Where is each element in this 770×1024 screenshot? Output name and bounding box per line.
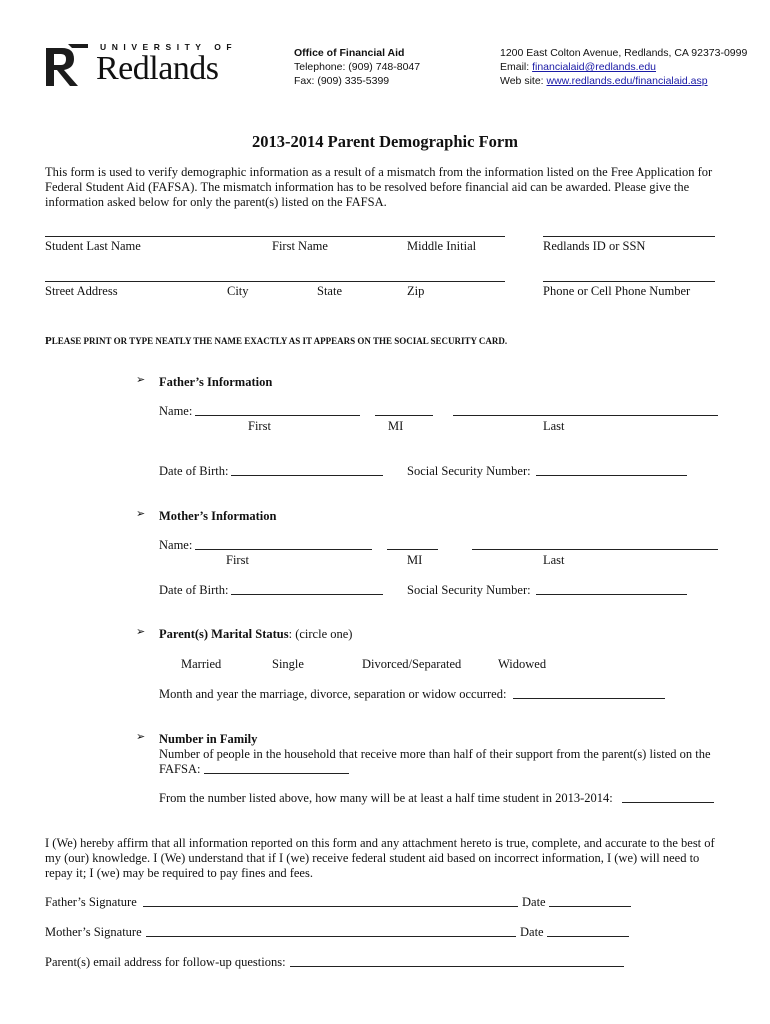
print-notice-initial: P xyxy=(45,335,52,347)
office-address: 1200 East Colton Avenue, Redlands, CA 92373-0999 xyxy=(500,47,748,59)
print-notice xyxy=(45,331,507,349)
father-mi-caption: MI xyxy=(388,419,404,433)
father-name-label: Name: xyxy=(159,404,193,418)
street-address-line[interactable] xyxy=(45,281,505,282)
parent-email-label: Parent(s) email address for follow-up questions: xyxy=(45,955,286,969)
marital-option-married[interactable]: Married xyxy=(181,657,222,671)
mother-dob-label: Date of Birth: xyxy=(159,583,229,597)
mother-signature-date-label: Date xyxy=(520,925,544,939)
family-question-line2: FAFSA: xyxy=(159,762,201,776)
mother-bullet-icon: ➢ xyxy=(136,507,146,520)
student-last-name-label: Student Last Name xyxy=(45,239,141,253)
marital-date-question: Month and year the marriage, divorce, separation or widow occurred: xyxy=(159,687,507,701)
mother-signature-date-line[interactable] xyxy=(547,936,629,937)
father-heading: Father’s Information xyxy=(159,375,273,389)
student-first-name-label: First Name xyxy=(272,239,328,253)
phone-line[interactable] xyxy=(543,281,715,282)
intro-paragraph: This form is used to verify demographic information as a result of a mismatch from the information listed on the Free Application for Federal Student Aid (FAFSA). The mismatch information has to be resolved before financial aid can be awarded. Please give the information asked below for only the parent(s) listed on the FAFSA. xyxy=(45,165,713,209)
mother-last-name-line[interactable] xyxy=(472,549,718,550)
father-signature-line[interactable] xyxy=(143,906,518,907)
family-bullet-icon: ➢ xyxy=(136,730,146,743)
family-question-line1: Number of people in the household that receive more than half of their support from the parent(s) listed on the xyxy=(159,747,711,761)
office-contact-block xyxy=(294,46,420,88)
mother-signature-label: Mother’s Signature xyxy=(45,925,142,939)
father-ssn-label: Social Security Number: xyxy=(407,464,531,478)
zip-label: Zip xyxy=(407,284,425,298)
father-signature-label: Father’s Signature xyxy=(45,895,137,909)
father-first-name-line[interactable] xyxy=(195,415,360,416)
marital-heading-line xyxy=(159,627,352,642)
mother-first-name-line[interactable] xyxy=(195,549,372,550)
web-label: Web site: xyxy=(500,75,547,87)
street-address-label: Street Address xyxy=(45,284,118,298)
redlands-id-line[interactable] xyxy=(543,236,715,237)
marital-option-widowed[interactable]: Widowed xyxy=(498,657,547,671)
mother-first-caption: First xyxy=(226,553,249,567)
marital-note: : (circle one) xyxy=(288,627,353,641)
university-of-label: U N I V E R S I T Y O F xyxy=(100,42,234,52)
office-telephone: Telephone: (909) 748-8047 xyxy=(294,61,421,73)
father-bullet-icon: ➢ xyxy=(136,373,146,386)
family-count-line[interactable] xyxy=(204,773,349,774)
mother-signature-line[interactable] xyxy=(146,936,516,937)
office-web-line xyxy=(500,74,747,88)
affirmation-paragraph: I (We) hereby affirm that all information reported on this form and any attachment hereto is true, complete, and accurate to the best of my (our) knowledge. I (We) understand that if I (we) receive federal student aid based on incorrect information, I (we) will need to repay it; I (we) may be required to pay fines and fees. xyxy=(45,836,715,880)
mother-mi-line[interactable] xyxy=(387,549,438,550)
half-time-students-line[interactable] xyxy=(622,802,714,803)
redlands-id-label: Redlands ID or SSN xyxy=(543,239,646,253)
office-fax: Fax: (909) 335-5399 xyxy=(294,75,390,87)
email-label: Email: xyxy=(500,61,533,73)
student-middle-initial-label: Middle Initial xyxy=(407,239,477,253)
mother-ssn-label: Social Security Number: xyxy=(407,583,531,597)
mother-dob-line[interactable] xyxy=(231,594,383,595)
web-link[interactable]: www.redlands.edu/financialaid.asp xyxy=(546,75,708,87)
father-last-caption: Last xyxy=(543,419,565,433)
mother-name-label: Name: xyxy=(159,538,193,552)
father-ssn-line[interactable] xyxy=(536,475,687,476)
marital-date-line[interactable] xyxy=(513,698,665,699)
marital-bullet-icon: ➢ xyxy=(136,625,146,638)
half-time-students-question: From the number listed above, how many will be at least a half time student in 2013-2014: xyxy=(159,791,613,805)
marital-heading: Parent(s) Marital Status xyxy=(159,627,289,641)
father-dob-label: Date of Birth: xyxy=(159,464,229,478)
father-first-caption: First xyxy=(248,419,271,433)
mother-mi-caption: MI xyxy=(407,553,423,567)
city-label: City xyxy=(227,284,249,298)
marital-option-divorced[interactable]: Divorced/Separated xyxy=(362,657,462,671)
university-name: Redlands xyxy=(96,50,219,87)
email-link[interactable]: financialaid@redlands.edu xyxy=(532,61,657,73)
student-name-line[interactable] xyxy=(45,236,505,237)
family-heading: Number in Family xyxy=(159,732,258,746)
form-title: 2013-2014 Parent Demographic Form xyxy=(252,132,518,151)
father-last-name-line[interactable] xyxy=(453,415,718,416)
mother-last-caption: Last xyxy=(543,553,565,567)
office-email-line xyxy=(500,60,747,74)
father-signature-date-line[interactable] xyxy=(549,906,631,907)
father-mi-line[interactable] xyxy=(375,415,433,416)
father-signature-date-label: Date xyxy=(522,895,546,909)
office-name: Office of Financial Aid xyxy=(294,47,405,59)
phone-label: Phone or Cell Phone Number xyxy=(543,284,691,298)
parent-email-line[interactable] xyxy=(290,966,624,967)
redlands-r-mark-icon xyxy=(44,42,90,90)
mother-ssn-line[interactable] xyxy=(536,594,687,595)
state-label: State xyxy=(317,284,342,298)
print-notice-text: LEASE PRINT OR TYPE NEATLY THE NAME EXACTLY AS IT APPEARS ON THE SOCIAL SECURITY CARD. xyxy=(51,336,508,346)
father-dob-line[interactable] xyxy=(231,475,383,476)
office-address-block xyxy=(500,46,747,88)
mother-heading: Mother’s Information xyxy=(159,509,277,523)
marital-option-single[interactable]: Single xyxy=(272,657,304,671)
university-logo xyxy=(44,42,244,92)
